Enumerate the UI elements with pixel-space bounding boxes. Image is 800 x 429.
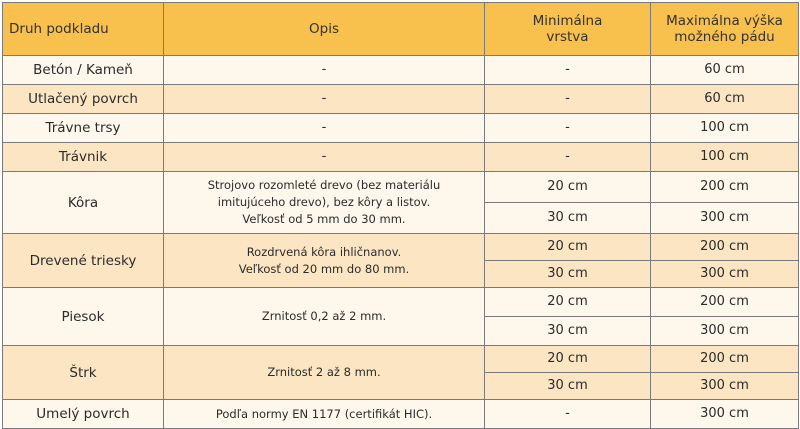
min-layer-cell: 30 cm — [485, 317, 651, 346]
description-cell: - — [164, 85, 485, 114]
min-layer-cell: - — [485, 114, 651, 143]
surface-table-container — [2, 2, 798, 420]
min-layer-cell: 30 cm — [485, 373, 651, 400]
min-layer-cell: - — [485, 400, 651, 429]
surface-type-cell: Štrk — [3, 346, 164, 400]
header-min-layer: Minimálna vrstva — [485, 3, 651, 56]
min-layer-cell: 20 cm — [485, 288, 651, 317]
header-max-fall-height: Maximálna výška možného pádu — [651, 3, 799, 56]
table-row — [3, 85, 799, 114]
min-layer-cell: - — [485, 143, 651, 172]
min-layer-cell: - — [485, 85, 651, 114]
surface-type-cell: Betón / Kameň — [3, 56, 164, 85]
max-height-cell: 300 cm — [651, 317, 799, 346]
surface-type-cell: Trávnik — [3, 143, 164, 172]
table-row — [3, 288, 799, 317]
header-description: Opis — [164, 3, 485, 56]
max-height-cell: 300 cm — [651, 400, 799, 429]
max-height-cell: 60 cm — [651, 56, 799, 85]
max-height-cell: 200 cm — [651, 346, 799, 373]
header-row — [3, 3, 799, 56]
max-height-cell: 100 cm — [651, 143, 799, 172]
surface-type-cell: Piesok — [3, 288, 164, 346]
table-row — [3, 346, 799, 373]
surface-type-cell: Trávne trsy — [3, 114, 164, 143]
description-cell: - — [164, 114, 485, 143]
table-row — [3, 56, 799, 85]
table-row — [3, 114, 799, 143]
description-cell: Strojovo rozomleté drevo (bez materiálu imitujúceho drevo), bez kôry a listov. Veľkosť od 5 mm do 30 mm. — [164, 172, 485, 234]
description-cell: - — [164, 143, 485, 172]
min-layer-cell: - — [485, 56, 651, 85]
max-height-cell: 200 cm — [651, 234, 799, 261]
min-layer-cell: 20 cm — [485, 346, 651, 373]
max-height-cell: 200 cm — [651, 288, 799, 317]
max-height-cell: 200 cm — [651, 172, 799, 203]
min-layer-cell: 30 cm — [485, 261, 651, 288]
max-height-cell: 300 cm — [651, 203, 799, 234]
max-height-cell: 100 cm — [651, 114, 799, 143]
description-cell: Zrnitosť 2 až 8 mm. — [164, 346, 485, 400]
surface-type-cell: Kôra — [3, 172, 164, 234]
min-layer-cell: 20 cm — [485, 172, 651, 203]
min-layer-cell: 20 cm — [485, 234, 651, 261]
description-cell: - — [164, 56, 485, 85]
max-height-cell: 60 cm — [651, 85, 799, 114]
max-height-cell: 300 cm — [651, 261, 799, 288]
description-cell: Rozdrvená kôra ihličnanov. Veľkosť od 20 mm do 80 mm. — [164, 234, 485, 288]
table-row — [3, 234, 799, 261]
max-height-cell: 300 cm — [651, 373, 799, 400]
header-surface-type: Druh podkladu — [3, 3, 164, 56]
surface-type-cell: Utlačený povrch — [3, 85, 164, 114]
table-row — [3, 400, 799, 429]
table-row — [3, 172, 799, 203]
surface-type-cell: Umelý povrch — [3, 400, 164, 429]
surface-table — [2, 2, 799, 429]
description-cell: Podľa normy EN 1177 (certifikát HIC). — [164, 400, 485, 429]
surface-type-cell: Drevené triesky — [3, 234, 164, 288]
description-cell: Zrnitosť 0,2 až 2 mm. — [164, 288, 485, 346]
min-layer-cell: 30 cm — [485, 203, 651, 234]
table-row — [3, 143, 799, 172]
